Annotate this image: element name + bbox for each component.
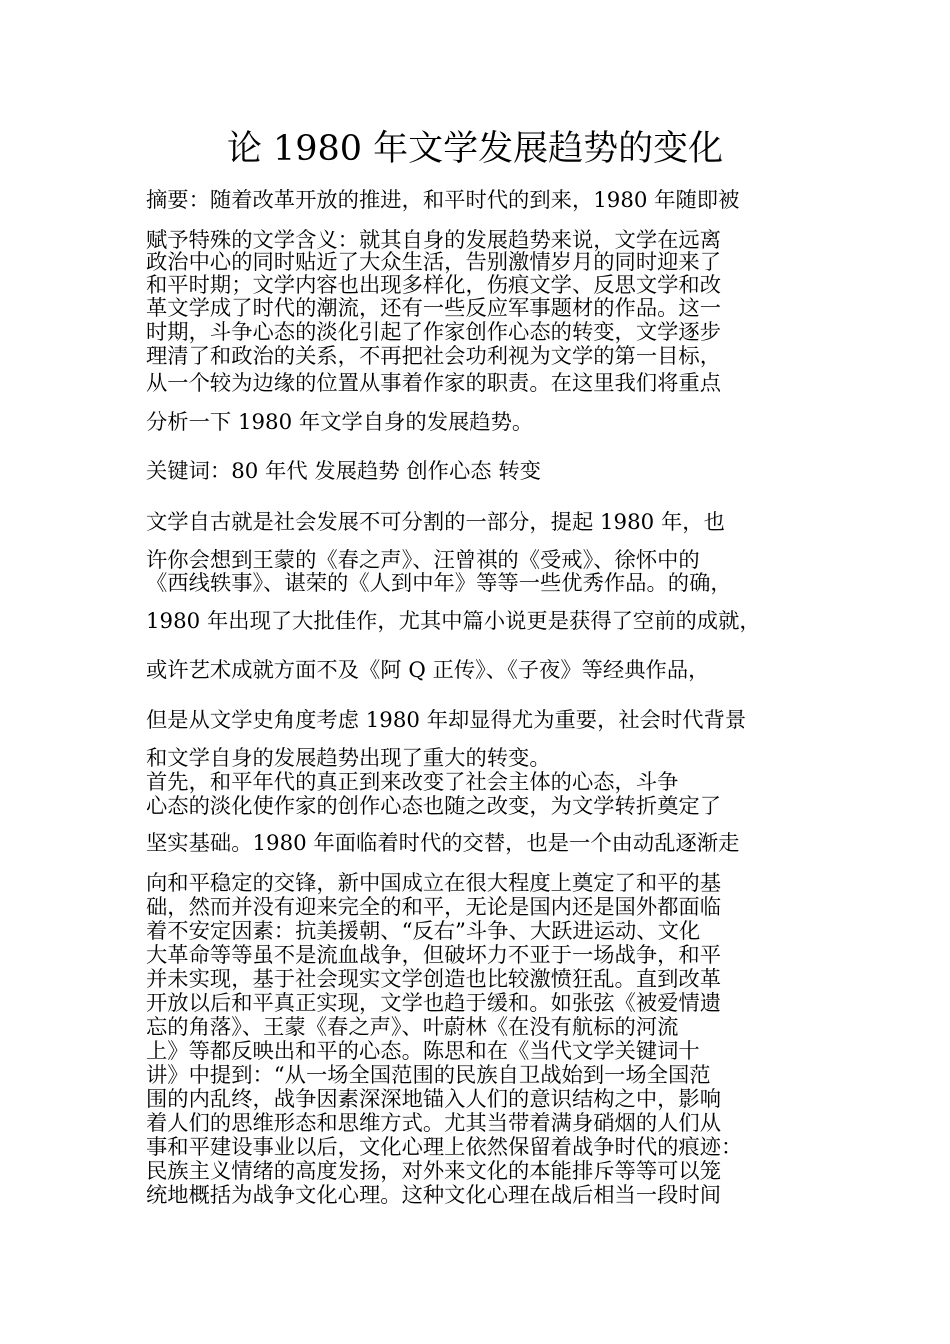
body-line: 民族主义情绪的高度发扬，对外来文化的本能排斥等等可以笼 <box>146 1159 722 1184</box>
body-line: 许你会想到王蒙的《春之声》、汪曾祺的《受戒》、徐怀中的 <box>146 548 700 573</box>
abstract-line: 时期，斗争心态的淡化引起了作家创作心态的转变，文学逐步 <box>146 320 722 345</box>
abstract-line: 革文学成了时代的潮流，还有一些反应军事题材的作品。这一 <box>146 296 722 321</box>
body-line: 着不安定因素：抗美援朝、“反右”斗争、大跃进运动、文化 <box>146 919 701 944</box>
body-line: 首先，和平年代的真正到来改变了社会主体的心态，斗争 <box>146 770 679 795</box>
abstract-line: 赋予特殊的文学含义：就其自身的发展趋势来说，文学在远离 <box>146 228 722 253</box>
body-line: 讲》中提到：“从一场全国范围的民族自卫战始到一场全国范 <box>146 1063 711 1088</box>
body-line: 忘的角落》、王蒙《春之声》、叶蔚林《在没有航标的河流 <box>146 1015 679 1040</box>
body-line: 统地概括为战争文化心理。这种文化心理在战后相当一段时间 <box>146 1183 722 1208</box>
body-line: 和文学自身的发展趋势出现了重大的转变。 <box>146 746 551 771</box>
body-line: 1980 年出现了大批佳作，尤其中篇小说更是获得了空前的成就， <box>146 609 761 634</box>
abstract-line: 从一个较为边缘的位置从事着作家的职责。在这里我们将重点 <box>146 371 722 396</box>
abstract-line: 摘要：随着改革开放的推进，和平时代的到来，1980 年随即被 <box>146 188 740 213</box>
body-line: 《西线轶事》、谌荣的《人到中年》等等一些优秀作品。的确， <box>146 571 732 596</box>
keywords-line: 关键词：80 年代 发展趋势 创作心态 转变 <box>146 459 541 484</box>
body-line: 着人们的思维形态和思维方式。尤其当带着满身硝烟的人们从 <box>146 1111 722 1136</box>
body-line: 文学自古就是社会发展不可分割的一部分，提起 1980 年，也 <box>146 510 725 535</box>
body-line: 础，然而并没有迎来完全的和平，无论是国内还是国外都面临 <box>146 895 722 920</box>
body-line: 大革命等等虽不是流血战争，但破坏力不亚于一场战争，和平 <box>146 943 722 968</box>
body-line: 并未实现，基于社会现实文学创造也比较激愤狂乱。直到改革 <box>146 967 722 992</box>
body-line: 事和平建设事业以后，文化心理上依然保留着战争时代的痕迹： <box>146 1135 743 1160</box>
abstract-line: 分析一下 1980 年文学自身的发展趋势。 <box>146 410 534 435</box>
body-line: 上》等都反映出和平的心态。陈思和在《当代文学关键词十 <box>146 1039 700 1064</box>
body-line: 向和平稳定的交锋，新中国成立在很大程度上奠定了和平的基 <box>146 871 722 896</box>
body-line: 坚实基础。1980 年面临着时代的交替，也是一个由动乱逐渐走 <box>146 831 740 856</box>
body-line: 围的内乱终，战争因素深深地锚入人们的意识结构之中，影响 <box>146 1087 722 1112</box>
body-line: 开放以后和平真正实现，文学也趋于缓和。如张弦《被爱情遗 <box>146 991 722 1016</box>
abstract-line: 和平时期；文学内容也出现多样化，伤痕文学、反思文学和改 <box>146 273 722 298</box>
document-title: 论 1980 年文学发展趋势的变化 <box>226 129 724 169</box>
abstract-line: 理清了和政治的关系，不再把社会功利视为文学的第一目标， <box>146 344 722 369</box>
body-line: 心态的淡化使作家的创作心态也随之改变，为文学转折奠定了 <box>146 794 722 819</box>
body-line: 或许艺术成就方面不及《阿 Q 正传》、《子夜》等经典作品， <box>146 658 710 683</box>
abstract-line: 政治中心的同时贴近了大众生活，告别激情岁月的同时迎来了 <box>146 250 722 275</box>
body-line: 但是从文学史角度考虑 1980 年却显得尤为重要，社会时代背景 <box>146 708 747 733</box>
